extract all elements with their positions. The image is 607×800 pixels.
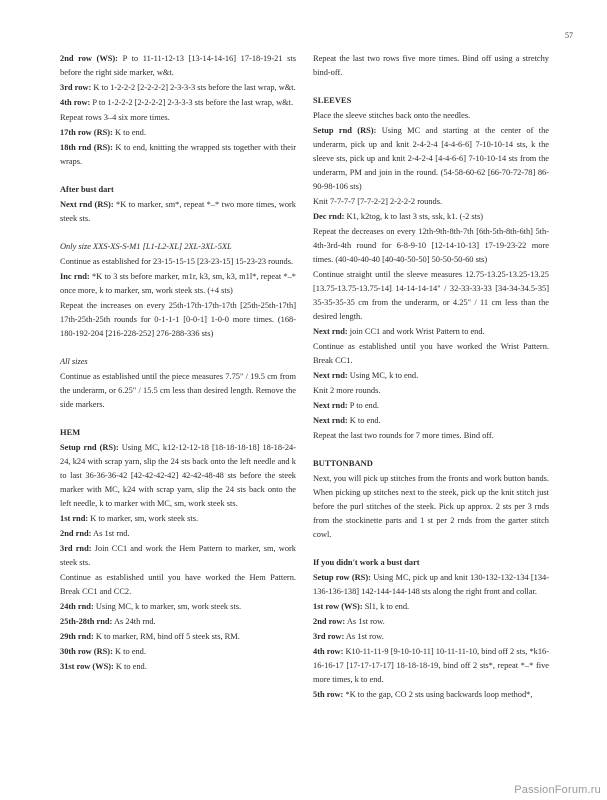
row-label: Next rnd (RS): [60, 200, 114, 209]
instruction-text: Knit 2 more rounds. [313, 386, 381, 395]
spacer [60, 413, 296, 426]
section-heading: HEM [60, 428, 81, 437]
right-column [313, 52, 549, 703]
instruction-text: K to end. [113, 662, 147, 671]
instruction-text: Continue as established until you have worked the Hem Pattern. Break CC1 and CC2. [60, 573, 296, 596]
page-number: 57 [565, 31, 573, 40]
instruction-paragraph [60, 370, 296, 412]
instruction-paragraph [313, 52, 549, 80]
row-label: 1st rnd: [60, 514, 89, 523]
size-note: All sizes [60, 357, 88, 366]
section-heading: SLEEVES [313, 96, 352, 105]
row-label: Setup rnd (RS): [313, 126, 377, 135]
instruction-paragraph [60, 52, 296, 80]
row-label: 18th rnd (RS): [60, 143, 113, 152]
section-heading: BUTTONBAND [313, 459, 373, 468]
instruction-text: K10-11-11-9 [9-10-10-11] 10-11-11-10, bind off 2 sts, *k16-16-16-17 [17-17-17-17] 18-18-18-19, bind off 2 sts*, repeat *–* five more times, k to end. [313, 647, 549, 684]
instruction-text: Continue as established for 23-15-15-15 [23-23-15] 15-23-23 rounds. [60, 257, 294, 266]
instruction-paragraph [313, 600, 549, 614]
instruction-paragraph [313, 195, 549, 209]
instruction-text: K to end, knitting the wrapped sts together with their wraps. [60, 143, 296, 166]
instruction-paragraph [313, 688, 549, 702]
instruction-paragraph [60, 81, 296, 95]
instruction-text: Continue straight until the sleeve measures 12.75-13.25-13.25-13.25 [13.75-13.75-13.75-14] 14-14-14-14" / 32-33-33-33 [34-34-34.5-35] 35-35-35-35 cm from the underarm, or 4.25" / 11 cm less than the desired length. [313, 270, 549, 321]
instruction-text: K to end. [112, 128, 146, 137]
instruction-text: As 1st row. [345, 617, 385, 626]
instruction-text: Knit 7-7-7-7 [7-7-2-2] 2-2-2-2 rounds. [313, 197, 443, 206]
instruction-paragraph [313, 429, 549, 443]
instruction-text: Repeat the increases on every 25th-17th-17th-17th [25th-25th-17th] 17th-25th-25th rounds for 0-1-1-1 [0-0-1] 1-0-0 more times. (168-180-192-204 [216-228-252] 276-288-336 sts) [60, 301, 296, 338]
instruction-text: K to marker, RM, bind off 5 steek sts, RM. [93, 632, 240, 641]
row-label: 5th row: [313, 690, 344, 699]
instruction-paragraph [313, 414, 549, 428]
instruction-paragraph [313, 225, 549, 267]
left-column [60, 52, 296, 675]
instruction-text: P to end. [347, 401, 379, 410]
instruction-paragraph [60, 542, 296, 570]
row-label: 1st row (WS): [313, 602, 363, 611]
instruction-text: Place the sleeve stitches back onto the needles. [313, 111, 471, 120]
spacer [60, 170, 296, 183]
row-label: Next rnd: [313, 371, 348, 380]
row-label: 30th row (RS): [60, 647, 113, 656]
instruction-text: *K to 3 sts before marker, m1r, k3, sm, k3, m1l*, repeat *–* once more, k to marker, sm, work steek sts. (+4 sts) [60, 272, 296, 295]
instruction-text: Join CC1 and work the Hem Pattern to marker, sm, work steek sts. [60, 544, 296, 567]
instruction-text: Repeat the decreases on every 12th-9th-8th-7th [6th-5th-8th-6th] 5th-4th-3rd-4th round for 6-8-9-10 [12-14-10-13] 17-19-23-22 more times. (40-40-40-40 [40-40-50-50] 50-50-50-60 sts) [313, 227, 549, 264]
spacer [313, 543, 549, 556]
watermark: PassionForum.ru [514, 784, 601, 796]
instruction-text: Using MC, pick up and knit 130-132-132-134 [134-136-136-138] 142-144-144-148 sts along the right front and collar. [313, 573, 549, 596]
row-label: Next rnd: [313, 327, 348, 336]
instruction-text: K to 1-2-2-2 [2-2-2-2] 2-3-3-3 sts before the last wrap, w&t. [91, 83, 296, 92]
instruction-text: *K to the gap, CO 2 sts using backwards loop method*, [343, 690, 533, 699]
instruction-text: P to 11-11-12-13 [13-14-14-16] 17-18-19-21 sts before the right side marker, w&t. [60, 54, 296, 77]
instruction-paragraph [313, 369, 549, 383]
row-label: 2nd row: [313, 617, 346, 626]
row-label: Inc rnd: [60, 272, 90, 281]
row-label: 3rd row: [313, 632, 345, 641]
instruction-paragraph [313, 571, 549, 599]
instruction-paragraph [313, 325, 549, 339]
instruction-text: As 24th rnd. [112, 617, 156, 626]
instruction-text: Using MC, k12-12-12-18 [18-18-18-18] 18-18-24-24, k24 with scrap yarn, slip the 24 sts back onto the left needle and k to last 36-36-36-42 [42-42-42-42] 42-42-48-48 sts before the steek marker with MC, k24 with scrap yarn, slip the 24 sts back onto the left needle, k to marker with MC, sm, work steek sts. [60, 443, 296, 508]
row-label: 17th row (RS): [60, 128, 113, 137]
instruction-paragraph [60, 660, 296, 674]
instruction-text: Continue as established until you have worked the Wrist Pattern. Break CC1. [313, 342, 549, 365]
size-note: Only size XXS-XS-S-M1 [L1-L2-XL] 2XL-3XL-5XL [60, 242, 232, 251]
instruction-paragraph [60, 299, 296, 341]
instruction-paragraph [313, 124, 549, 194]
instruction-text: Sl1, k to end. [362, 602, 410, 611]
instruction-text: K to end. [347, 416, 381, 425]
spacer [60, 227, 296, 240]
instruction-text: K to marker, sm, work steek sts. [88, 514, 199, 523]
spacer [313, 444, 549, 457]
row-label: Setup rnd (RS): [60, 443, 119, 452]
instruction-text: P to 1-2-2-2 [2-2-2-2] 2-3-3-3 sts before the last wrap, w&t. [90, 98, 294, 107]
instruction-paragraph [60, 512, 296, 526]
instruction-text: Using MC, k to end. [347, 371, 419, 380]
row-label: 29th rnd: [60, 632, 94, 641]
row-label: 3rd rnd: [60, 544, 92, 553]
instruction-paragraph [60, 126, 296, 140]
spacer [313, 81, 549, 94]
instruction-paragraph [60, 441, 296, 511]
row-label: 2nd row (WS): [60, 54, 118, 63]
subheading: After bust dart [60, 185, 114, 194]
instruction-text: As 1st rnd. [91, 529, 130, 538]
instruction-paragraph [313, 109, 549, 123]
instruction-paragraph [60, 96, 296, 110]
instruction-paragraph [313, 399, 549, 413]
instruction-paragraph [313, 615, 549, 629]
instruction-paragraph [313, 472, 549, 542]
instruction-paragraph [60, 270, 296, 298]
instruction-text: K1, k2tog, k to last 3 sts, ssk, k1. (-2 sts) [344, 212, 484, 221]
instruction-paragraph [313, 645, 549, 687]
instruction-text: Using MC, k to marker, sm, work steek sts. [93, 602, 242, 611]
instruction-paragraph [60, 600, 296, 614]
instruction-paragraph [313, 268, 549, 324]
instruction-paragraph [60, 645, 296, 659]
instruction-paragraph [60, 141, 296, 169]
instruction-paragraph [60, 630, 296, 644]
instruction-paragraph [313, 630, 549, 644]
row-label: 31st row (WS): [60, 662, 114, 671]
instruction-text: Repeat the last two rounds for 7 more times. Bind off. [313, 431, 494, 440]
subheading: If you didn't work a bust dart [313, 558, 420, 567]
row-label: 24th rnd: [60, 602, 94, 611]
instruction-text: join CC1 and work Wrist Pattern to end. [347, 327, 485, 336]
row-label: Setup row (RS): [313, 573, 371, 582]
spacer [60, 342, 296, 355]
instruction-text: Using MC and starting at the center of the underarm, pick up and knit 2-4-2-4 [4-4-6-6] 7-10-10-14 sts, k the sleeve sts, pick up and knit 2-4-2-4 [4-4-6-6] 7-10-10-14 sts from the underarm, PM and join in the round. (54-58-60-62 [66-70-72-78] 86-90-98-106 sts) [313, 126, 549, 191]
instruction-text: Repeat rows 3–4 six more times. [60, 113, 170, 122]
row-label: 4th row: [313, 647, 344, 656]
instruction-text: K to end. [112, 647, 146, 656]
row-label: 25th-28th rnd: [60, 617, 113, 626]
instruction-paragraph [60, 615, 296, 629]
instruction-paragraph [60, 571, 296, 599]
instruction-text: Next, you will pick up stitches from the fronts and work button bands. When picking up stitches next to the steek, pick up the knit stitch just before the purl stitches of the steek. Pick up approx. 2 sts per 3 rnds from the stockinette parts and 1 st per 2 rnds from the garter stitch cowl. [313, 474, 549, 539]
instruction-paragraph [60, 255, 296, 269]
instruction-text: Repeat the last two rows five more times. Bind off using a stretchy bind-off. [313, 54, 549, 77]
row-label: 4th row: [60, 98, 91, 107]
instruction-paragraph [313, 210, 549, 224]
instruction-paragraph [60, 198, 296, 226]
instruction-paragraph [313, 340, 549, 368]
instruction-paragraph [60, 111, 296, 125]
instruction-text: Continue as established until the piece measures 7.75" / 19.5 cm from the underarm, or 6.25" / 15.5 cm less than desired length. Remove the side markers. [60, 372, 296, 409]
row-label: Next rnd: [313, 416, 348, 425]
instruction-paragraph [60, 527, 296, 541]
instruction-text: As 1st row. [344, 632, 384, 641]
row-label: Next rnd: [313, 401, 348, 410]
instruction-paragraph [313, 384, 549, 398]
row-label: 2nd rnd: [60, 529, 92, 538]
row-label: 3rd row: [60, 83, 92, 92]
instruction-text: *K to marker, sm*, repeat *–* two more times, work steek sts. [60, 200, 296, 223]
row-label: Dec rnd: [313, 212, 345, 221]
